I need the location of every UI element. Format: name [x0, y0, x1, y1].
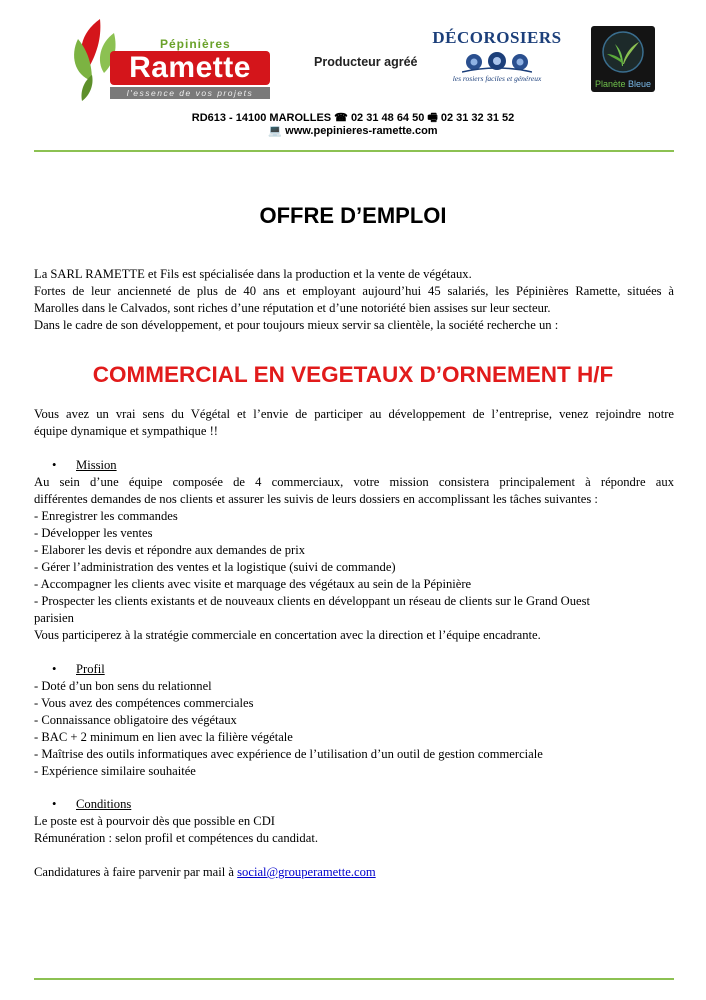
- apply-email-link[interactable]: social@grouperamette.com: [237, 865, 376, 879]
- page-title: OFFRE D’EMPLOI: [259, 203, 447, 228]
- profil-line: - Expérience similaire souhaitée: [34, 764, 196, 778]
- bullet-icon: •: [52, 797, 57, 811]
- mission-line: parisien: [34, 611, 74, 625]
- intro-line: Marolles dans le Calvados, sont riches d’une réputation et d’une notoriété bien assises sur leur secteur.: [34, 301, 551, 315]
- plant-icon: [591, 28, 655, 78]
- contact-address-phone: RD613 - 14100 MAROLLES ☎ 02 31 48 64 50 🖷 02 31 32 31 52: [191, 112, 515, 124]
- mission-line: Vous participerez à la stratégie commerciale en concertation avec la direction et l’équipe encadrante.: [34, 628, 541, 642]
- mission-line: différentes demandes de nos clients et assurer les suivis de leurs dossiers en accomplissant les tâches suivantes :: [34, 492, 598, 506]
- partner-name: DÉCOROSIERS: [432, 28, 562, 47]
- contact-website[interactable]: 💻 www.pepinieres-ramette.com: [268, 125, 438, 137]
- mission-heading-label: Mission: [76, 458, 117, 472]
- profil-heading-label: Profil: [76, 662, 105, 676]
- mission-line: - Développer les ventes: [34, 526, 153, 540]
- bullet-icon: •: [52, 458, 57, 472]
- mission-line: - Accompagner les clients avec visite et marquage des végétaux au sein de la Pépinière: [34, 577, 472, 591]
- intro-line: Fortes de leur ancienneté de plus de 40 ans et employant aujourd’hui 45 salariés, les Pépinières Ramette, situées à: [34, 284, 674, 298]
- mission-line: Au sein d’une équipe composée de 4 commerciaux, votre mission consistera principalement à répondre aux: [34, 475, 674, 489]
- apply-text: Candidatures à faire parvenir par mail à: [34, 865, 238, 879]
- rose-icon: [462, 50, 532, 74]
- pitch-line: équipe dynamique et sympathique !!: [34, 424, 218, 438]
- profil-line: - Vous avez des compétences commerciales: [34, 696, 254, 710]
- badge-label: [591, 79, 655, 89]
- producer-label: Producteur agréé: [314, 55, 418, 69]
- intro-line: Dans le cadre de son développement, et pour toujours mieux servir sa clientèle, la société recherche un :: [34, 318, 559, 332]
- intro-line: La SARL RAMETTE et Fils est spécialisée dans la production et la vente de végétaux.: [34, 267, 472, 281]
- partner-tagline: les rosiers faciles et généreux: [452, 74, 542, 83]
- logo-name: Ramette: [110, 51, 270, 85]
- planete-bleue-badge: [591, 26, 655, 92]
- bullet-icon: •: [52, 662, 57, 676]
- job-title: COMMERCIAL EN VEGETAUX D’ORNEMENT H/F: [92, 362, 614, 387]
- apply-line: [34, 864, 674, 881]
- conditions-heading-label: Conditions: [76, 797, 132, 811]
- mission-line: - Elaborer les devis et répondre aux demandes de prix: [34, 543, 306, 557]
- conditions-line: Le poste est à pourvoir dès que possible en CDI: [34, 814, 275, 828]
- mission-line: - Enregistrer les commandes: [34, 509, 178, 523]
- badge-word-1: Planète: [594, 79, 626, 89]
- pitch-line: Vous avez un vrai sens du Végétal et l’envie de participer au développement de l’entreprise, venez rejoindre notre: [34, 407, 674, 421]
- header-divider: [34, 150, 674, 152]
- mission-line: - Prospecter les clients existants et de nouveaux clients en développant un réseau de clients sur le Grand Ouest: [34, 594, 591, 608]
- profil-heading: [52, 661, 105, 678]
- footer-divider: [34, 978, 674, 980]
- profil-line: - Maîtrise des outils informatiques avec expérience de l’utilisation d’un outil de gestion commerciale: [34, 747, 543, 761]
- ramette-logo: [70, 15, 275, 103]
- profil-line: - Connaissance obligatoire des végétaux: [34, 713, 237, 727]
- profil-line: - Doté d’un bon sens du relationnel: [34, 679, 212, 693]
- logo-small-text: Pépinières: [160, 37, 231, 51]
- decorosiers-logo: [418, 28, 576, 88]
- conditions-heading: [52, 796, 131, 813]
- conditions-line: Rémunération : selon profil et compétences du candidat.: [34, 831, 318, 845]
- profil-line: - BAC + 2 minimum en lien avec la filière végétale: [34, 730, 293, 744]
- mission-heading: [52, 457, 117, 474]
- logo-tagline: l'essence de vos projets: [110, 87, 270, 99]
- badge-word-2: Bleue: [628, 79, 652, 89]
- mission-line: - Gérer l’administration des ventes et la logistique (suivi de commande): [34, 560, 396, 574]
